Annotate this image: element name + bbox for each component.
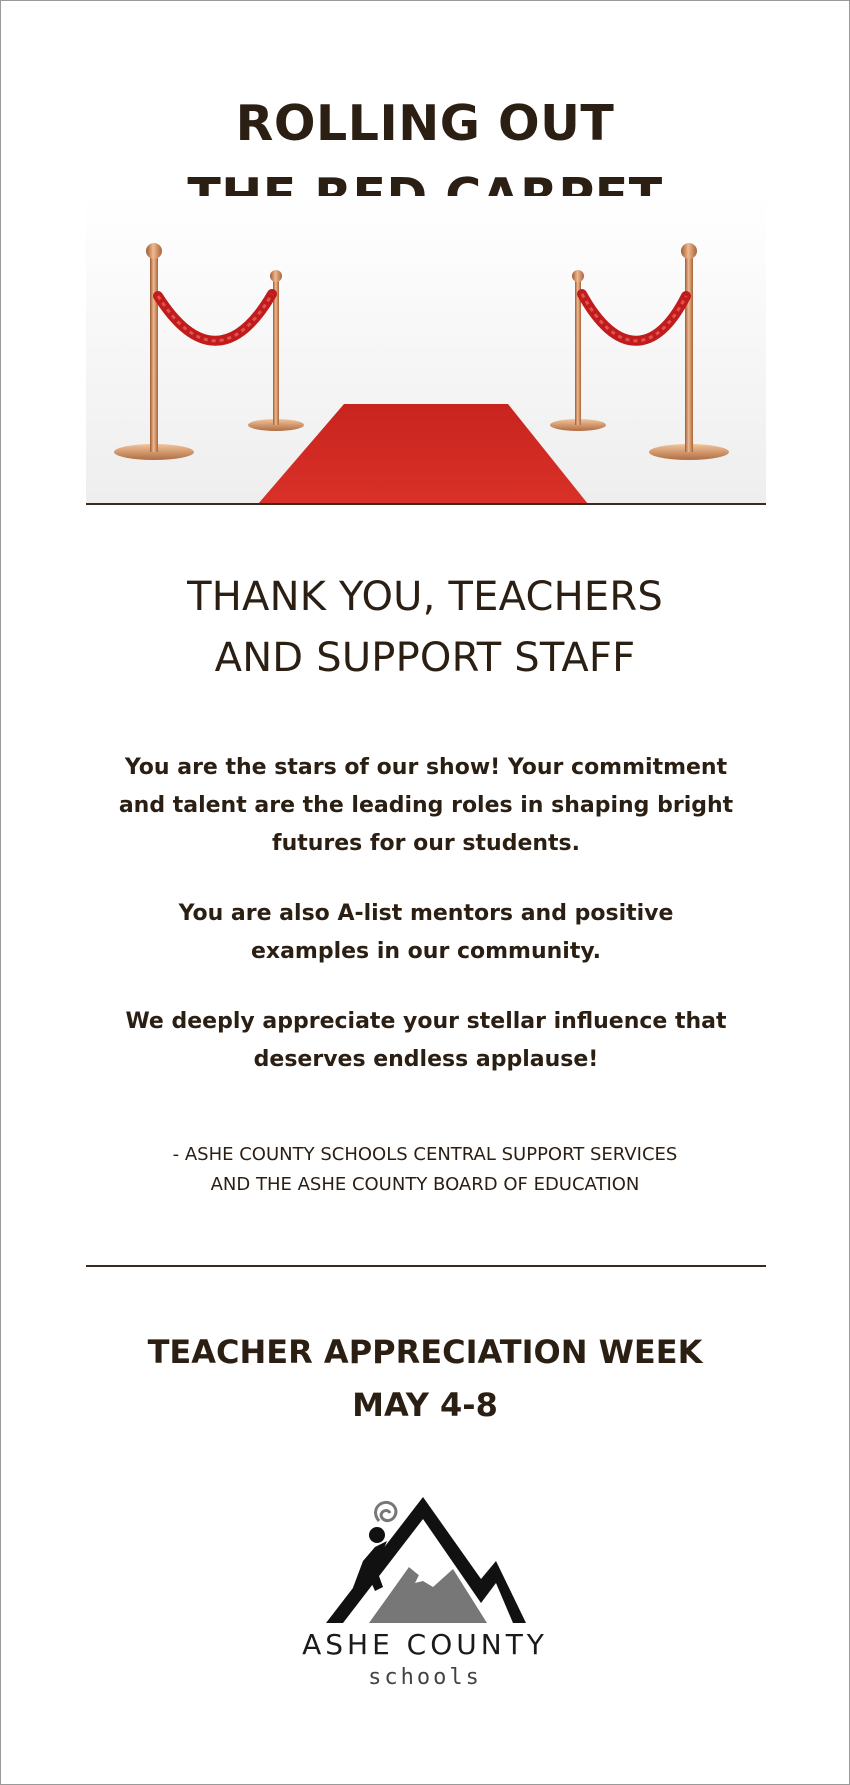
signature-line-2: AND THE ASHE COUNTY BOARD OF EDUCATION [210,1174,640,1195]
event-dates: MAY 4-8 [352,1386,498,1424]
message-line: futures for our students. [272,831,580,856]
swirl-icon [376,1502,396,1521]
message-line: You are the stars of our show! Your commitment [124,755,728,780]
signature-line-1: - ASHE COUNTY SCHOOLS CENTRAL SUPPORT SERVICES [172,1144,678,1165]
event-heading [1,1326,849,1432]
message-line: We deeply appreciate your stellar influence that [125,1009,727,1034]
message-line: and talent are the leading roles in shaping bright [118,793,734,818]
message-line: examples in our community. [250,939,602,964]
thanks-line-1: THANK YOU, TEACHERS [187,574,663,620]
message-paragraph-2 [81,895,771,971]
signature [1,1140,849,1200]
thanks-heading [1,567,849,689]
title-line-1: ROLLING OUT [235,95,615,152]
message-line: deserves endless applause! [253,1047,599,1072]
logo-subtitle: schools [368,1665,482,1690]
divider-bottom [86,1265,766,1267]
message-paragraph-3 [81,1003,771,1079]
red-carpet-image [86,196,766,504]
thanks-line-2: AND SUPPORT STAFF [214,635,636,681]
logo-name: ASHE COUNTY [302,1628,548,1661]
divider-top [86,503,766,505]
message-line: You are also A-list mentors and positive [178,901,674,926]
ashe-county-schools-logo [291,1491,561,1691]
message-paragraph-1 [81,749,771,863]
event-name: TEACHER APPRECIATION WEEK [147,1333,703,1371]
